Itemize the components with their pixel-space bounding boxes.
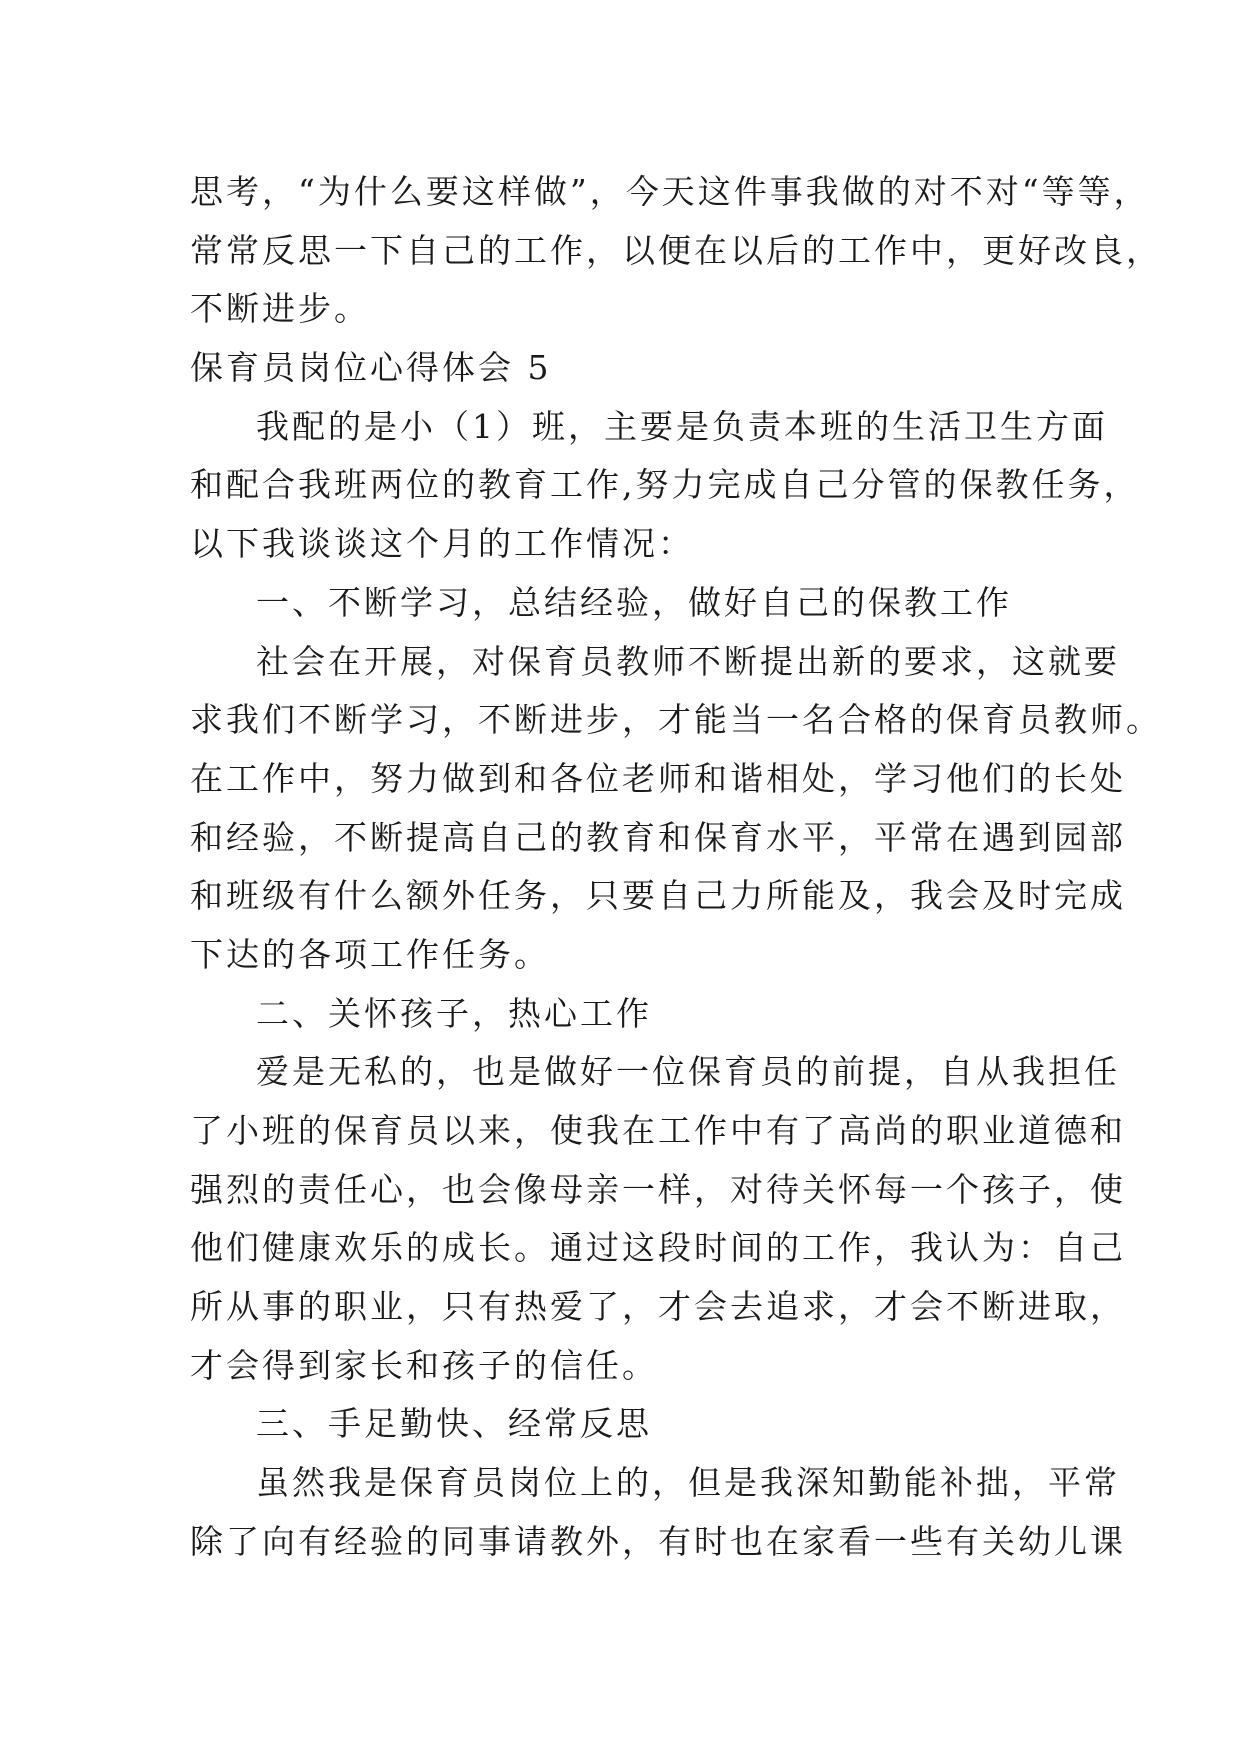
- text-line: 和经验，不断提高自己的教育和保育水平，平常在遇到园部: [190, 817, 1126, 857]
- text-line: 他们健康欢乐的成长。通过这段时间的工作，我认为：自己: [190, 1228, 1126, 1268]
- document-body: [190, 163, 1162, 1572]
- text-line: 了小班的保育员以来，使我在工作中有了高尚的职业道德和: [190, 1111, 1126, 1150]
- text-line: 强烈的责任心，也会像母亲一样，对待关怀每一个孩子，使: [190, 1169, 1126, 1209]
- subheading: 二、关怀孩子，热心工作: [256, 993, 652, 1033]
- subheading: 三、手足勤快、经常反思: [256, 1404, 652, 1444]
- text-line: 以下我谈谈这个月的工作情况：: [190, 524, 694, 564]
- text-line: 虽然我是保育员岗位上的，但是我深知勤能补拙，平常: [256, 1463, 1120, 1503]
- text-line: 常常反思一下自己的工作，以便在以后的工作中，更好改良，: [190, 230, 1162, 270]
- text-line: 爱是无私的，也是做好一位保育员的前提，自从我担任: [256, 1052, 1120, 1092]
- text-line: 才会得到家长和孩子的信任。: [190, 1345, 658, 1385]
- text-line: 和配合我班两位的教育工作,努力完成自己分管的保教任务，: [190, 465, 1140, 505]
- text-line: 不断进步。: [190, 289, 370, 329]
- text-line: 我配的是小（1）班，主要是负责本班的生活卫生方面: [256, 406, 1108, 446]
- text-line: 在工作中，努力做到和各位老师和谐相处，学习他们的长处: [190, 758, 1126, 798]
- subheading: 一、不断学习，总结经验，做好自己的保教工作: [256, 582, 1012, 622]
- text-line: 下达的各项工作任务。: [190, 934, 550, 974]
- text-line: 思考，“为什么要这样做”，今天这件事我做的对不对“等等，: [190, 172, 1150, 211]
- text-line: 所从事的职业，只有热爱了，才会去追求，才会不断进取，: [190, 1287, 1126, 1327]
- section-title: 保育员岗位心得体会 5: [190, 348, 552, 388]
- text-line: 社会在开展，对保育员教师不断提出新的要求，这就要: [256, 641, 1120, 681]
- text-line: 除了向有经验的同事请教外，有时也在家看一些有关幼儿课: [190, 1521, 1126, 1561]
- text-line: 求我们不断学习，不断进步，才能当一名合格的保育员教师。: [190, 700, 1162, 740]
- text-line: 和班级有什么额外任务，只要自己力所能及，我会及时完成: [190, 876, 1126, 916]
